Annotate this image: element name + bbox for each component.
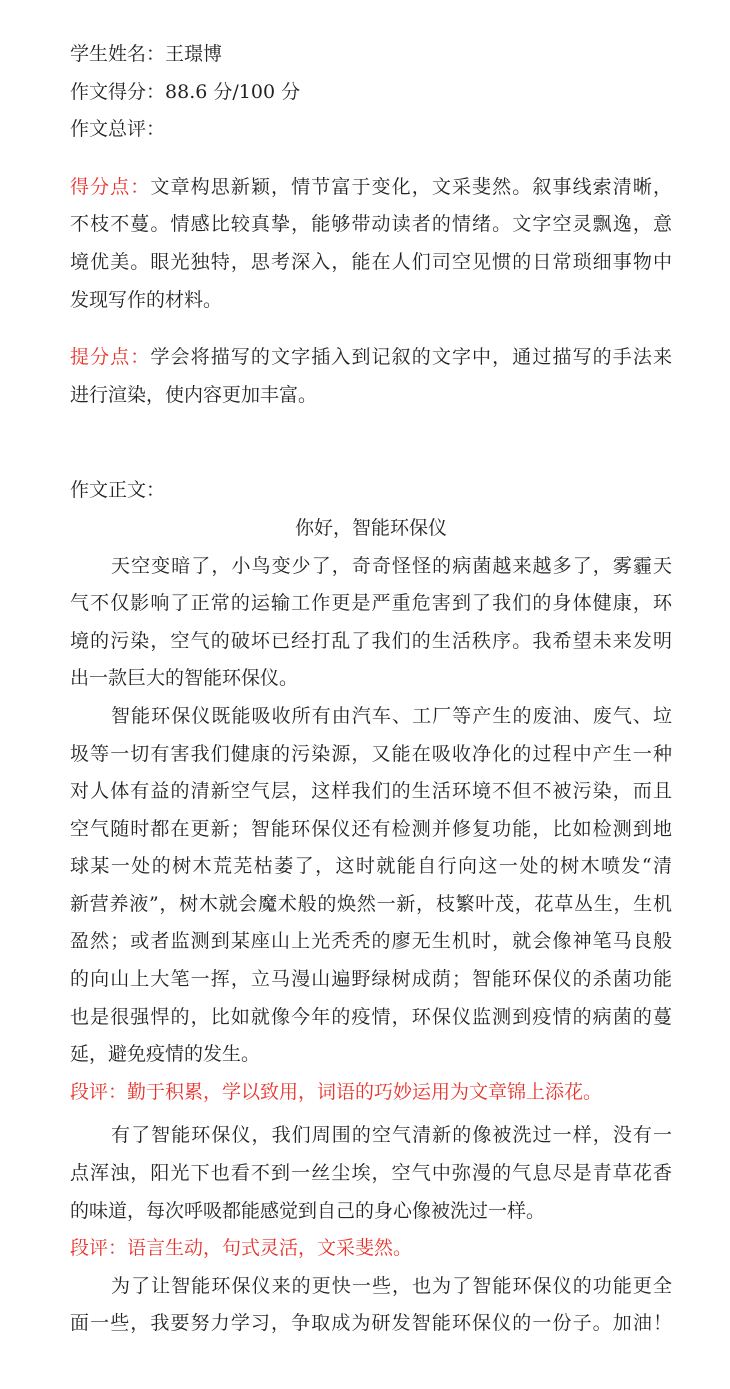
score-label: 作文得分： [70,80,166,103]
paragraph-line: 天空变暗了，小鸟变少了，奇奇怪怪的病菌越来越多了，雾霾天 [111,554,672,577]
improve-points-line: 学会将描写的文字插入到记叙的文字中，通过描写的手法来 [150,346,672,369]
score-points-section [70,169,672,319]
essay-title: 你好，智能环保仪 [294,516,447,539]
paragraph-4 [70,1268,672,1343]
paragraph-line: 境的污染，空气的破坏已经打乱了我们的生活秩序。我希望未来发明 [70,629,672,652]
paragraph-line: 盈然；或者监测到某座山上光秃秃的廖无生机时，就会像神笔马良般 [70,930,672,953]
paragraph-2 [70,698,672,1074]
paragraph-line: 面一些，我要努力学习，争取成为研发智能环保仪的一份子。加油！ [70,1312,672,1335]
paragraph-line: 也是很强悍的，比如就像今年的疫情，环保仪监测到疫情的病菌的蔓 [70,1005,672,1028]
paragraph-comment: 段评：勤于积累，学以致用，词语的巧妙运用为文章锦上添花。 [70,1080,603,1103]
student-name-row [70,36,672,74]
student-name-value: 王璟博 [165,43,223,65]
score-points-label: 得分点： [70,175,151,198]
paragraph-line: 智能环保仪既能吸收所有由汽车、工厂等产生的废油、废气、垃 [111,704,672,727]
paragraph-line: 的向山上大笔一挥，立马漫山遍野绿树成荫；智能环保仪的杀菌功能 [70,968,672,991]
review-heading: 作文总评： [70,118,166,141]
paragraph-3 [70,1117,672,1230]
paragraph-line: 球某一处的树木荒芜枯萎了，这时就能自行向这一处的树木喷发“清 [70,855,672,878]
paragraph-line: 气不仅影响了正常的运输工作更是严重危害到了我们的身体健康，环 [70,592,672,615]
paragraph-line: 新营养液”，树木就会魔术般的焕然一新，枝繁叶茂，花草丛生，生机 [70,892,672,915]
essay-heading: 作文正文： [70,479,166,502]
improve-points-section [70,339,672,414]
score-points-line: 文章构思新颖，情节富于变化，文采斐然。叙事线索清晰， [150,175,672,198]
paragraph-comment: 段评：语言生动，句式灵活，文采斐然。 [70,1237,413,1260]
paragraph-line: 圾等一切有害我们健康的污染源，又能在吸收净化的过程中产生一种 [70,742,672,765]
score-value: 88.6 分/100 分 [165,80,301,103]
paragraph-line: 的味道，每次呼吸都能感觉到自己的身心像被洗过一样。 [70,1199,546,1222]
improve-points-label: 提分点： [70,346,151,369]
paragraph-line: 延，避免疫情的发生。 [70,1043,261,1066]
student-name-label: 学生姓名： [70,43,166,65]
score-points-line: 不枝不蔓。情感比较真挚，能够带动读者的情绪。文字空灵飘逸，意 [70,213,672,236]
essay-document [70,36,672,1343]
paragraph-line: 为了让智能环保仪来的更快一些，也为了智能环保仪的功能更全 [111,1274,672,1297]
score-points-line: 发现写作的材料。 [70,288,223,311]
paragraph-1 [70,548,672,698]
paragraph-line: 空气随时都在更新；智能环保仪还有检测并修复功能，比如检测到地 [70,817,672,840]
score-row [70,74,672,112]
improve-points-line: 进行渲染，使内容更加丰富。 [70,383,318,406]
paragraph-line: 点浑浊，阳光下也看不到一丝尘埃，空气中弥漫的气息尽是青草花香 [70,1162,672,1185]
paragraph-line: 有了智能环保仪，我们周围的空气清新的像被洗过一样，没有一 [111,1124,672,1147]
paragraph-line: 出一款巨大的智能环保仪。 [70,667,299,690]
score-points-line: 境优美。眼光独特，思考深入，能在人们司空见惯的日常琐细事物中 [70,250,672,273]
paragraph-line: 对人体有益的清新空气层，这样我们的生活环境不但不被污染，而且 [70,780,672,803]
